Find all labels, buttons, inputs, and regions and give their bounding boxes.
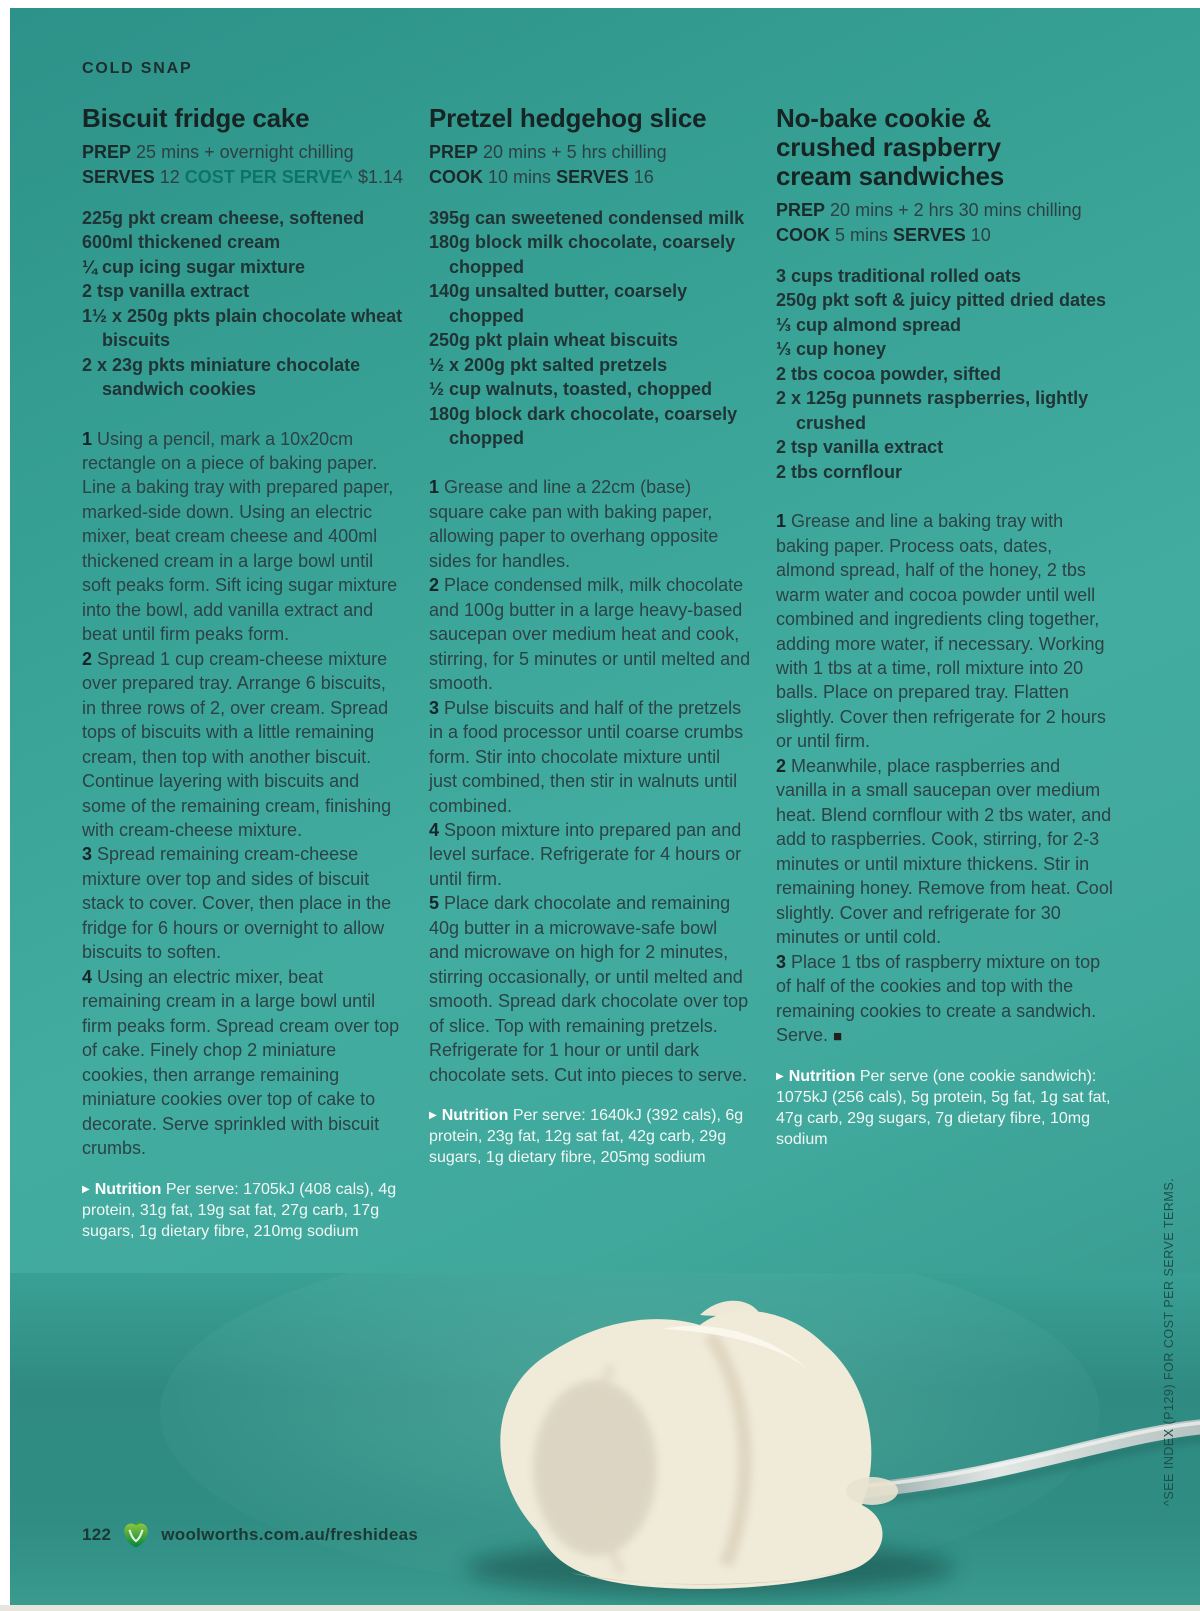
method-step xyxy=(82,842,404,964)
end-of-article-icon: ■ xyxy=(833,1028,843,1046)
woolworths-logo-icon xyxy=(121,1520,151,1550)
cost-per-serve-value: $1.14 xyxy=(358,166,404,187)
recipe-columns xyxy=(82,104,1114,1242)
recipe-title: No-bake cookie & crushed raspberry cream sandwiches xyxy=(776,103,1005,192)
nutrition-text: Per serve (one cookie sandwich): 1075kJ (256 cals), 5g protein, 5g fat, 1g sat fat, 47g carb, 29g sugars, 7g dietary fibre, 10mg sodium xyxy=(776,1067,1111,1148)
recipe-meta-cook-serves xyxy=(776,223,1114,248)
nutrition-note xyxy=(429,1105,751,1168)
step-number: 1 xyxy=(82,428,93,449)
ingredient: 2 x 125g punnets raspberries, lightly crushed xyxy=(776,388,1089,433)
method-steps xyxy=(82,427,404,1161)
step-number: 1 xyxy=(429,477,440,498)
page-bottom-edge xyxy=(0,1605,1200,1611)
cook-label: COOK xyxy=(429,166,483,187)
prep-value: 20 mins + 5 hrs chilling xyxy=(483,142,667,163)
cost-per-serve-label: COST PER SERVE^ xyxy=(184,166,353,187)
ingredient: 140g unsalted butter, coarsely chopped xyxy=(429,281,688,326)
step-text: Spread 1 cup cream-cheese mixture over prepared tray. Arrange 6 biscuits, in three rows of 2, over cream. Spread tops of biscuits with a little remaining cream, then top with another biscuit. Continue layering with biscuits and some of the remaining cream, finishing with cream-cheese mixture. xyxy=(82,648,392,841)
ingredient: 180g block dark chocolate, coarsely chopped xyxy=(429,403,738,448)
serves-label: SERVES xyxy=(82,166,155,187)
recipe-no-bake-cookie-sandwiches xyxy=(776,104,1114,1242)
recipe-biscuit-fridge-cake xyxy=(82,104,404,1242)
cook-value: 10 mins xyxy=(488,166,552,187)
method-step xyxy=(776,509,1114,754)
method-step xyxy=(82,647,404,843)
step-text: Grease and line a 22cm (base) square cake pan with baking paper, allowing paper to overhang opposite sides for handles. xyxy=(429,477,719,571)
ingredients-list xyxy=(776,264,1114,484)
serves-label: SERVES xyxy=(556,166,629,187)
method-step xyxy=(429,818,751,891)
ingredient: 250g pkt soft & juicy pitted dried dates xyxy=(776,290,1107,311)
ingredient: 250g pkt plain wheat biscuits xyxy=(429,330,679,351)
step-text: Pulse biscuits and half of the pretzels in a food processor until coarse crumbs form. Stir into chocolate mixture until just combined, then stir in walnuts until combined. xyxy=(429,697,744,816)
step-number: 4 xyxy=(429,820,440,841)
recipe-meta-prep xyxy=(776,198,1114,223)
cream-on-spoon-photo xyxy=(10,1273,1200,1605)
ingredient: ¼ cup icing sugar mixture xyxy=(82,256,306,277)
ingredient: ½ cup walnuts, toasted, chopped xyxy=(429,379,713,400)
step-text: Spread remaining cream-cheese mixture over top and sides of biscuit stack to cover. Cover, then place in the fridge for 6 hours or overnight to allow biscuits to soften. xyxy=(82,844,392,963)
step-text: Place dark chocolate and remaining 40g butter in a microwave-safe bowl and microwave on high for 2 minutes, stirring occasionally, or until melted and smooth. Spread dark chocolate over top of slice. Top with remaining pretzels. Refrigerate for 1 hour or until dark chocolate sets. Cut into pieces to serve. xyxy=(429,893,749,1085)
magazine-page xyxy=(10,8,1200,1605)
step-number: 4 xyxy=(82,966,93,987)
step-text: Place 1 tbs of raspberry mixture on top of half of the cookies and top with the remaining cookies to create a sandwich. Serve. xyxy=(776,951,1101,1046)
recipe-title: Biscuit fridge cake xyxy=(82,103,310,133)
ingredient: 395g can sweetened condensed milk xyxy=(429,207,745,228)
step-text: Meanwhile, place raspberries and vanilla in a small saucepan over medium heat. Blend cornflour with 2 tbs water, and add to raspberries. Cook, stirring, for 2-3 minutes or until mixture thickens. Stir in remaining honey. Remove from heat. Cool slightly. Cover and refrigerate for 30 minutes or until cold. xyxy=(776,755,1113,948)
step-number: 3 xyxy=(776,951,787,972)
step-text: Using an electric mixer, beat remaining cream in a large bowl until firm peaks form. Spread cream over top of cake. Finely chop 2 miniature cookies, then arrange remaining miniature cookies over top of cake to decorate. Serve sprinkled with biscuit crumbs. xyxy=(82,966,400,1159)
ingredients-list xyxy=(429,206,751,451)
ingredient: 225g pkt cream cheese, softened xyxy=(82,207,365,228)
step-text: Grease and line a baking tray with baking paper. Process oats, dates, almond spread, half of the honey, 2 tbs warm water and cocoa powder until well combined and ingredients cling together, adding more water, if necessary. Working with 1 tbs at a time, roll mixture into 20 balls. Place on prepared tray. Flatten slightly. Cover then refrigerate for 2 hours or until firm. xyxy=(776,511,1106,752)
nutrition-text: Per serve: 1640kJ (392 cals), 6g protein, 23g fat, 12g sat fat, 42g carb, 29g sugars, 1g dietary fibre, 205mg sodium xyxy=(429,1107,744,1167)
website-url: woolworths.com.au/freshideas xyxy=(161,1525,419,1544)
step-text: Spoon mixture into prepared pan and level surface. Refrigerate for 4 hours or until firm. xyxy=(429,820,742,889)
serves-value: 10 xyxy=(970,225,991,246)
recipe-pretzel-hedgehog-slice xyxy=(429,104,751,1242)
step-number: 3 xyxy=(429,697,440,718)
prep-value: 20 mins + 2 hrs 30 mins chilling xyxy=(830,200,1082,221)
nutrition-label: Nutrition xyxy=(94,1180,162,1198)
ingredient: 3 cups traditional rolled oats xyxy=(776,265,1022,286)
method-step xyxy=(82,965,404,1161)
ingredient: ⅓ cup honey xyxy=(776,339,887,360)
step-text: Place condensed milk, milk chocolate and 100g butter in a large heavy-based saucepan over medium heat and cook, stirring, for 5 minutes or until melted and smooth. xyxy=(429,575,751,694)
ingredient: 2 tsp vanilla extract xyxy=(776,437,944,458)
method-step xyxy=(429,891,751,1087)
step-number: 2 xyxy=(82,648,93,669)
nutrition-note xyxy=(82,1179,404,1242)
nutrition-arrow-icon: ▶ xyxy=(429,1110,437,1122)
prep-value: 25 mins + overnight chilling xyxy=(136,142,354,163)
ingredient: ⅓ cup almond spread xyxy=(776,314,962,335)
serves-value: 12 xyxy=(159,166,180,187)
recipe-title: Pretzel hedgehog slice xyxy=(429,103,707,133)
serves-value: 16 xyxy=(633,166,654,187)
page-footer xyxy=(82,1520,418,1550)
method-step xyxy=(429,696,751,818)
method-steps xyxy=(429,475,751,1087)
step-number: 3 xyxy=(82,844,93,865)
ingredient: 180g block milk chocolate, coarsely chopped xyxy=(429,232,736,277)
nutrition-text: Per serve: 1705kJ (408 cals), 4g protein, 31g fat, 19g sat fat, 27g carb, 17g sugars, 1g dietary fibre, 210mg sodium xyxy=(82,1180,397,1240)
nutrition-label: Nutrition xyxy=(441,1107,509,1125)
recipe-meta-prep xyxy=(429,140,751,165)
ingredient: 2 tbs cornflour xyxy=(776,461,903,482)
prep-label: PREP xyxy=(429,142,479,163)
cost-per-serve-terms-note: ^SEE INDEX (P129) FOR COST PER SERVE TERMS. xyxy=(1162,1177,1176,1506)
method-step xyxy=(429,573,751,695)
ingredients-list xyxy=(82,206,404,402)
nutrition-arrow-icon: ▶ xyxy=(82,1183,90,1195)
ingredient: 2 x 23g pkts miniature chocolate sandwich cookies xyxy=(82,354,361,400)
cook-label: COOK xyxy=(776,225,830,246)
method-step xyxy=(82,427,404,647)
step-number: 2 xyxy=(776,755,787,776)
step-text: Using a pencil, mark a 10x20cm rectangle on a piece of baking paper. Line a baking tray with prepared paper, marked-side down. Using an electric mixer, beat cream cheese and 400ml thickened cream in a large bowl until soft peaks form. Sift icing sugar mixture into the bowl, add vanilla extract and beat until firm peaks form. xyxy=(82,428,398,645)
method-step xyxy=(776,950,1114,1048)
method-step xyxy=(776,754,1114,950)
step-number: 2 xyxy=(429,575,440,596)
ingredient: 2 tsp vanilla extract xyxy=(82,281,250,302)
cook-value: 5 mins xyxy=(835,225,889,246)
recipe-meta-prep xyxy=(82,140,404,165)
recipe-meta-serves-cost xyxy=(82,165,404,190)
nutrition-label: Nutrition xyxy=(788,1067,856,1085)
ingredient: 2 tbs cocoa powder, sifted xyxy=(776,363,1002,384)
nutrition-note xyxy=(776,1066,1114,1150)
serves-label: SERVES xyxy=(893,225,966,246)
step-number: 1 xyxy=(776,511,787,532)
nutrition-arrow-icon: ▶ xyxy=(776,1070,784,1082)
prep-label: PREP xyxy=(82,142,132,163)
method-step xyxy=(429,475,751,573)
recipe-meta-cook-serves xyxy=(429,165,751,190)
ingredient: 600ml thickened cream xyxy=(82,232,281,253)
step-number: 5 xyxy=(429,893,440,914)
section-label: COLD SNAP xyxy=(82,60,193,77)
method-steps xyxy=(776,509,1114,1047)
prep-label: PREP xyxy=(776,200,826,221)
page-number: 122 xyxy=(82,1525,112,1544)
ingredient: ½ x 200g pkt salted pretzels xyxy=(429,354,668,375)
ingredient: 1½ x 250g pkts plain chocolate wheat biscuits xyxy=(82,305,403,351)
